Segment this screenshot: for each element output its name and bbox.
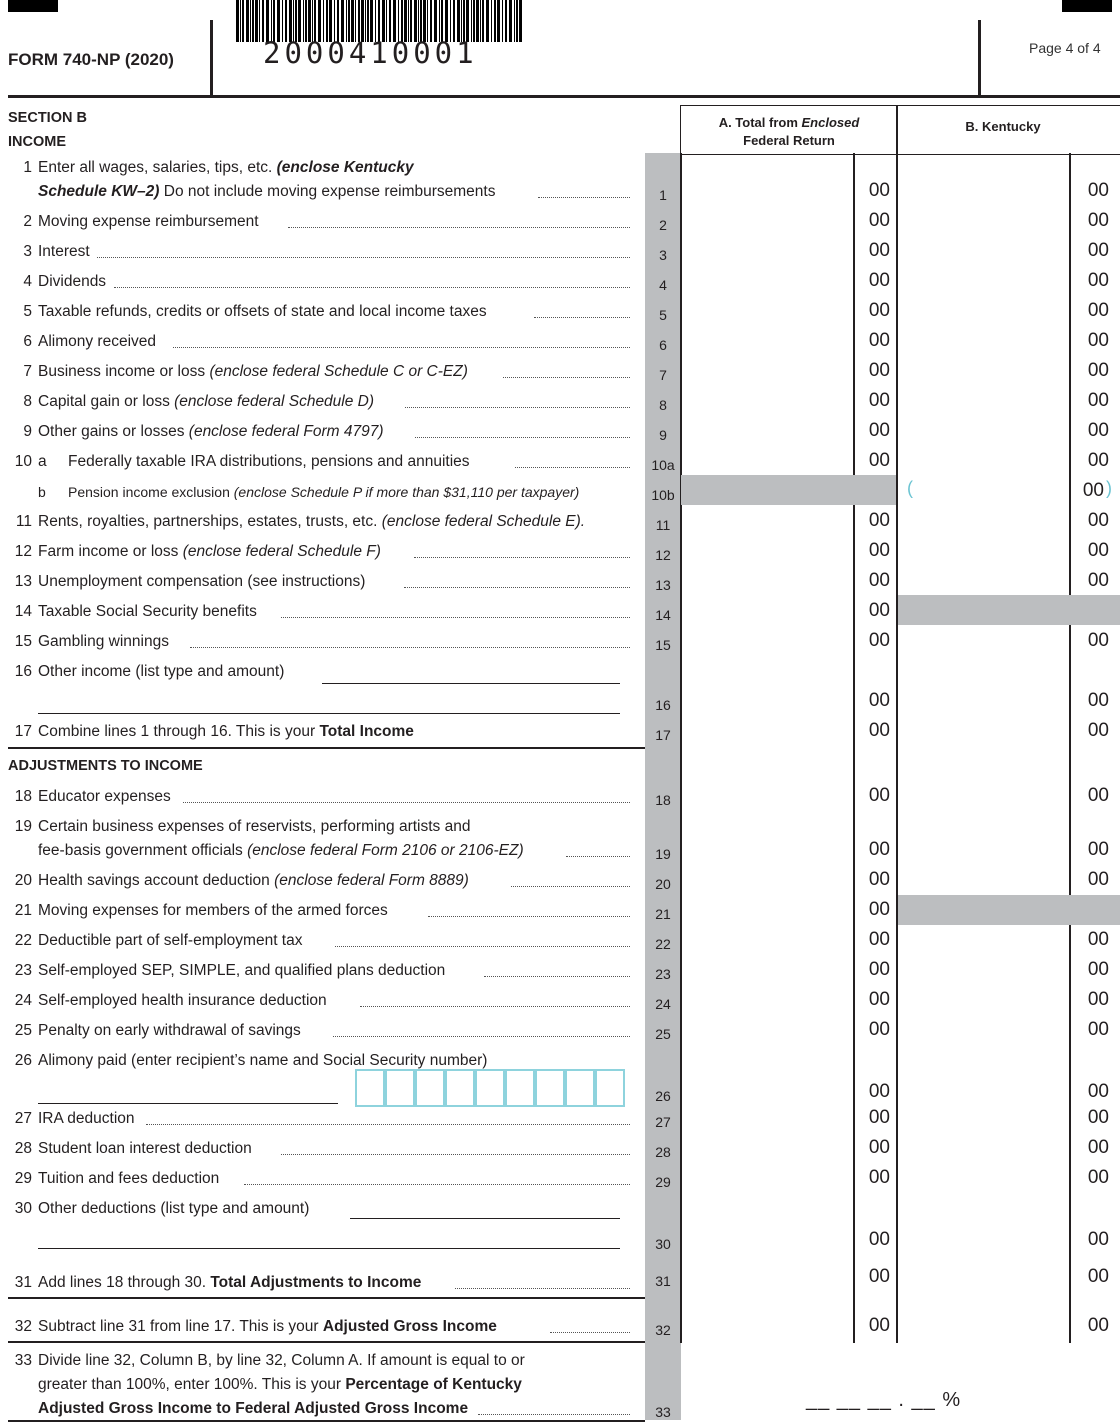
box-number-6: 6 [659, 337, 667, 353]
line-number-8: 8 [23, 393, 32, 410]
line-number-2: 2 [23, 213, 32, 230]
barcode-bar [250, 0, 251, 42]
line-number-22: 22 [14, 932, 32, 949]
line-number-12: 12 [14, 543, 32, 560]
leader-5 [534, 317, 630, 318]
line-1-text-a: Enter all wages, salaries, tips, etc. (enclose Kentucky [38, 159, 414, 176]
leader-9 [415, 437, 630, 438]
line-18-text: Educator expenses [38, 788, 171, 805]
column-a-cents-20[interactable]: 00 [868, 869, 890, 890]
leader-13 [404, 587, 630, 588]
leader-25 [333, 1036, 630, 1037]
column-a-cents-31[interactable]: 00 [868, 1266, 890, 1287]
leader-27 [146, 1124, 630, 1125]
row-separator [681, 558, 1120, 559]
column-b-cents-1[interactable]: 00 [1087, 180, 1109, 201]
column-b-cents-23[interactable]: 00 [1087, 959, 1109, 980]
column-a-cents-4[interactable]: 00 [868, 270, 890, 291]
row-separator [681, 924, 1120, 925]
barcode-bar [482, 0, 484, 42]
line-7-text: Business income or loss (enclose federal Schedule C or C-EZ) [38, 363, 468, 380]
barcode-bar [516, 0, 518, 42]
barcode-bar [509, 0, 512, 42]
column-b-cents-32[interactable]: 00 [1087, 1315, 1109, 1336]
line-number-27: 27 [14, 1110, 32, 1127]
rule-above-adjustments [8, 747, 645, 749]
line-number-9: 9 [23, 423, 32, 440]
line-27-text: IRA deduction [38, 1110, 135, 1127]
column-a-cents-17[interactable]: 00 [868, 720, 890, 741]
line-number-21: 21 [14, 902, 32, 919]
line-6-text: Alimony received [38, 333, 157, 350]
line-number-3: 3 [23, 243, 32, 260]
section-title: SECTION B [8, 110, 87, 126]
line-21-text: Moving expenses for members of the armed forces [38, 902, 388, 919]
row-separator [681, 408, 1120, 409]
line-10b-open-paren: ( [907, 478, 913, 498]
row-separator [681, 588, 1120, 589]
line-number-18: 18 [14, 788, 32, 805]
row-separator [681, 468, 1120, 469]
barcode-bar [480, 0, 481, 42]
column-a-cents-11[interactable]: 00 [868, 510, 890, 531]
leader-3 [97, 257, 630, 258]
leader-24 [360, 1006, 630, 1007]
line-28-text: Student loan interest deduction [38, 1140, 252, 1157]
column-a-cents-26[interactable]: 00 [868, 1081, 890, 1102]
column-a-cents-8[interactable]: 00 [868, 390, 890, 411]
box-number-33: 33 [655, 1404, 671, 1420]
line-30-text: Other deductions (list type and amount) [38, 1200, 310, 1217]
column-b-cents-24[interactable]: 00 [1087, 989, 1109, 1010]
column-a-cents-10a[interactable]: 00 [868, 450, 890, 471]
column-a-cents-12[interactable]: 00 [868, 540, 890, 561]
line-number-20: 20 [14, 872, 32, 889]
box-number-14: 14 [655, 607, 671, 623]
ssn-digit-box[interactable] [475, 1069, 505, 1107]
leader-20 [511, 886, 630, 887]
ssn-digit-box[interactable] [595, 1069, 625, 1107]
line-26-recipient-name-field[interactable] [38, 1103, 338, 1104]
column-b-cents-18[interactable]: 00 [1087, 785, 1109, 806]
column-b-cents-4[interactable]: 00 [1087, 270, 1109, 291]
line-8-text: Capital gain or loss (enclose federal Schedule D) [38, 393, 375, 410]
line-4-text: Dividends [38, 273, 107, 290]
box-number-23: 23 [655, 966, 671, 982]
column-b-cents-10b[interactable]: 00 [1082, 480, 1104, 501]
column-b-cents-13[interactable]: 00 [1087, 570, 1109, 591]
line-number-14: 14 [14, 603, 32, 620]
line-number-16: 16 [14, 663, 32, 680]
ssn-digit-box[interactable] [355, 1069, 385, 1107]
row-separator [681, 378, 1120, 379]
row-separator [681, 954, 1120, 955]
row-separator [681, 528, 1120, 529]
column-a-cents-29[interactable]: 00 [868, 1167, 890, 1188]
leader-2 [288, 227, 630, 228]
ssn-digit-box[interactable] [385, 1069, 415, 1107]
line-23-text: Self-employed SEP, SIMPLE, and qualified plans deduction [38, 962, 446, 979]
box-number-1: 1 [659, 187, 667, 203]
section-subtitle: INCOME [8, 134, 66, 150]
column-b-cents-25[interactable]: 00 [1087, 1019, 1109, 1040]
column-a-cents-7[interactable]: 00 [868, 360, 890, 381]
line-number-24: 24 [14, 992, 32, 1009]
box-number-7: 7 [659, 367, 667, 383]
row-separator [681, 228, 1120, 229]
header-rule [8, 95, 1120, 98]
leader-10a [515, 467, 630, 468]
leader-31 [455, 1288, 630, 1289]
column-b-cents-12[interactable]: 00 [1087, 540, 1109, 561]
line-number-13: 13 [14, 573, 32, 590]
leader-1 [538, 197, 630, 198]
barcode-bar [236, 0, 239, 42]
line-31-text: Add lines 18 through 30. Total Adjustments to Income [38, 1274, 422, 1291]
row-separator [681, 288, 1120, 289]
column-a-cents-3[interactable]: 00 [868, 240, 890, 261]
leader-22 [335, 946, 630, 947]
leader-29 [244, 1184, 630, 1185]
row-separator [681, 1128, 1120, 1129]
line-10a-letter: a [38, 453, 47, 470]
row-separator [681, 498, 1120, 499]
line-25-text: Penalty on early withdrawal of savings [38, 1022, 301, 1039]
ssn-digit-box[interactable] [505, 1069, 535, 1107]
column-b-cents-5[interactable]: 00 [1087, 300, 1109, 321]
header-divider-right [978, 20, 981, 97]
box-number-32: 32 [655, 1322, 671, 1338]
barcode-bar [502, 0, 503, 42]
barcode-bar [486, 0, 489, 42]
column-b-cents-6[interactable]: 00 [1087, 330, 1109, 351]
line-14-text: Taxable Social Security benefits [38, 603, 257, 620]
column-b-cents-2[interactable]: 00 [1087, 210, 1109, 231]
barcode-bar [252, 0, 254, 42]
box-number-31: 31 [655, 1273, 671, 1289]
form-title: FORM 740-NP (2020) [8, 50, 174, 69]
line-10b-letter: b [38, 484, 46, 500]
row-separator [681, 1158, 1120, 1159]
row-separator [681, 778, 1120, 779]
box-number-12: 12 [655, 547, 671, 563]
line-number-32: 32 [14, 1318, 32, 1335]
box-number-8: 8 [659, 397, 667, 413]
row-separator [681, 648, 1120, 649]
barcode-number: 2000410001 [263, 36, 478, 70]
box-number-27: 27 [655, 1114, 671, 1130]
column-a-cents-1[interactable]: 00 [868, 180, 890, 201]
leader-7 [503, 377, 630, 378]
row-separator [681, 678, 1120, 679]
column-a-label: A. Total from Enclosed Federal Return [718, 115, 860, 148]
box-number-2: 2 [659, 217, 667, 233]
line-30-write-line-2[interactable] [38, 1248, 620, 1249]
line-number-31: 31 [14, 1274, 32, 1291]
row-separator [681, 1014, 1120, 1015]
column-a-cents-2[interactable]: 00 [868, 210, 890, 231]
line-16-text: Other income (list type and amount) [38, 663, 285, 680]
line-30-write-line-1[interactable] [350, 1218, 620, 1219]
column-a-cents-5[interactable]: 00 [868, 300, 890, 321]
line-number-33: 33 [14, 1352, 32, 1369]
line-number-29: 29 [14, 1170, 32, 1187]
leader-12 [414, 557, 630, 558]
line-13-text: Unemployment compensation (see instructions) [38, 573, 366, 590]
row-separator [681, 838, 1120, 839]
column-b-cents-20[interactable]: 00 [1087, 869, 1109, 890]
line-number-17: 17 [14, 723, 32, 740]
box-number-28: 28 [655, 1144, 671, 1160]
box-number-21: 21 [655, 906, 671, 922]
line-number-11: 11 [15, 513, 32, 530]
leader-19 [566, 856, 630, 857]
row-separator [681, 894, 1120, 895]
box-number-19: 19 [655, 846, 671, 862]
line-3-text: Interest [38, 243, 90, 260]
leader-28 [281, 1154, 630, 1155]
column-b-cents-30[interactable]: 00 [1087, 1229, 1109, 1250]
leader-4 [114, 287, 630, 288]
row-separator [681, 1343, 1120, 1344]
box-number-18: 18 [655, 792, 671, 808]
grey-cell-10b-a [681, 475, 896, 505]
column-b-cents-7[interactable]: 00 [1087, 360, 1109, 381]
line-17-text: Combine lines 1 through 16. This is your Total Income [38, 723, 414, 740]
line-26-text: Alimony paid (enter recipient’s name and Social Security number) [38, 1052, 488, 1069]
line-33-percent-field[interactable]: __ __ __ . __ % [806, 1389, 962, 1411]
box-number-16: 16 [655, 697, 671, 713]
column-a-cents-21[interactable]: 00 [868, 899, 890, 920]
column-a-cents-13[interactable]: 00 [868, 570, 890, 591]
line-2-text: Moving expense reimbursement [38, 213, 259, 230]
rule-bottom [8, 1420, 645, 1422]
line-number-10: 10 [14, 453, 32, 470]
leader-14 [281, 617, 630, 618]
box-number-10a: 10a [651, 457, 675, 473]
box-number-5: 5 [659, 307, 667, 323]
line-16-write-line-2[interactable] [38, 713, 620, 714]
leader-23 [484, 976, 630, 977]
column-b-cents-16[interactable]: 00 [1087, 690, 1109, 711]
leader-6 [173, 347, 630, 348]
column-a-cents-6[interactable]: 00 [868, 330, 890, 351]
line-33-text-c: Adjusted Gross Income to Federal Adjusted Gross Income [38, 1400, 469, 1417]
column-a-cents-30[interactable]: 00 [868, 1229, 890, 1250]
line-number-19: 19 [14, 818, 32, 835]
line-number-1: 1 [23, 159, 32, 176]
line-16-write-line-1[interactable] [322, 683, 620, 684]
column-a-cents-22[interactable]: 00 [868, 929, 890, 950]
column-b-cents-3[interactable]: 00 [1087, 240, 1109, 261]
box-number-17: 17 [655, 727, 671, 743]
line-22-text: Deductible part of self-employment tax [38, 932, 303, 949]
registration-mark-right [1062, 0, 1112, 12]
barcode-bar [514, 0, 515, 42]
line-11-text: Rents, royalties, partnerships, estates, trusts, etc. (enclose federal Schedule E). [38, 513, 586, 530]
barcode-bar [240, 0, 241, 42]
box-number-13: 13 [655, 577, 671, 593]
box-number-4: 4 [659, 277, 667, 293]
line-number-26: 26 [14, 1052, 32, 1069]
column-b-cents-8[interactable]: 00 [1087, 390, 1109, 411]
line-33-text-b: greater than 100%, enter 100%. This is your Percentage of Kentucky [38, 1376, 522, 1393]
line-29-text: Tuition and fees deduction [38, 1170, 220, 1187]
leader-8 [405, 407, 630, 408]
row-separator [681, 1284, 1120, 1285]
page-indicator: Page 4 of 4 [1029, 40, 1101, 56]
row-separator [681, 198, 1120, 199]
box-number-30: 30 [655, 1236, 671, 1252]
column-b-cents-27[interactable]: 00 [1087, 1107, 1109, 1128]
grey-cell-14-b [898, 595, 1120, 625]
box-number-26: 26 [655, 1088, 671, 1104]
barcode-bar [242, 0, 244, 42]
box-number-25: 25 [655, 1026, 671, 1042]
line-number-25: 25 [14, 1022, 32, 1039]
leader-18 [183, 802, 630, 803]
line-number-4: 4 [23, 273, 32, 290]
column-a-cents-28[interactable]: 00 [868, 1137, 890, 1158]
barcode-bar [497, 0, 500, 42]
line-15-text: Gambling winnings [38, 633, 169, 650]
box-number-22: 22 [655, 936, 671, 952]
box-number-29: 29 [655, 1174, 671, 1190]
box-number-10b: 10b [651, 487, 675, 503]
column-a-cents-25[interactable]: 00 [868, 1019, 890, 1040]
line-5-text: Taxable refunds, credits or offsets of state and local income taxes [38, 303, 487, 320]
column-a-cents-18[interactable]: 00 [868, 785, 890, 806]
line-number-30: 30 [14, 1200, 32, 1217]
row-separator [681, 258, 1120, 259]
grid-line-b-left [896, 153, 898, 1343]
column-b-cents-31[interactable]: 00 [1087, 1266, 1109, 1287]
line-1-text-b: Schedule KW–2) Do not include moving expense reimbursements [38, 183, 496, 200]
column-b-cents-9[interactable]: 00 [1087, 420, 1109, 441]
leader-15 [190, 647, 630, 648]
box-number-20: 20 [655, 876, 671, 892]
barcode-bar [255, 0, 258, 42]
barcode-bar [519, 0, 522, 42]
ssn-digit-box[interactable] [415, 1069, 445, 1107]
line-number-28: 28 [14, 1140, 32, 1157]
row-separator [681, 618, 1120, 619]
rule-above-33 [8, 1341, 645, 1343]
barcode-bar [246, 0, 249, 42]
column-a-cents-24[interactable]: 00 [868, 989, 890, 1010]
box-number-9: 9 [659, 427, 667, 443]
row-separator [681, 984, 1120, 985]
column-b-cents-28[interactable]: 00 [1087, 1137, 1109, 1158]
box-number-24: 24 [655, 996, 671, 1012]
leader-33 [478, 1414, 630, 1415]
row-separator [681, 1222, 1120, 1223]
line-number-5: 5 [23, 303, 32, 320]
leader-32 [550, 1332, 630, 1333]
grid-line-a-left [680, 153, 682, 1343]
barcode-bar [491, 0, 492, 42]
line-12-text: Farm income or loss (enclose federal Schedule F) [38, 543, 381, 560]
row-separator [681, 1188, 1120, 1189]
column-b-cents-19[interactable]: 00 [1087, 839, 1109, 860]
registration-mark-left [8, 0, 58, 12]
column-a-cents-15[interactable]: 00 [868, 630, 890, 651]
row-separator [681, 348, 1120, 349]
barcode-bar [505, 0, 507, 42]
column-b-cents-15[interactable]: 00 [1087, 630, 1109, 651]
ssn-digit-box[interactable] [445, 1069, 475, 1107]
line-32-text: Subtract line 31 from line 17. This is your Adjusted Gross Income [38, 1318, 497, 1335]
column-a-cents-19[interactable]: 00 [868, 839, 890, 860]
line-number-6: 6 [23, 333, 32, 350]
row-separator [681, 1327, 1120, 1328]
row-separator [681, 318, 1120, 319]
column-b-cents-29[interactable]: 00 [1087, 1167, 1109, 1188]
ssn-digit-box[interactable] [535, 1069, 565, 1107]
column-a-cents-14[interactable]: 00 [868, 600, 890, 621]
line-number-7: 7 [23, 363, 32, 380]
line-10a-text: Federally taxable IRA distributions, pensions and annuities [68, 453, 470, 470]
column-b-cents-26[interactable]: 00 [1087, 1081, 1109, 1102]
column-b-cents-10a[interactable]: 00 [1087, 450, 1109, 471]
column-b-cents-22[interactable]: 00 [1087, 929, 1109, 950]
column-a-cents-9[interactable]: 00 [868, 420, 890, 441]
line-24-text: Self-employed health insurance deduction [38, 992, 327, 1009]
row-separator [681, 738, 1120, 739]
column-a-cents-27[interactable]: 00 [868, 1107, 890, 1128]
rule-above-32 [8, 1297, 645, 1299]
line-20-text: Health savings account deduction (enclose federal Form 8889) [38, 872, 469, 889]
ssn-digit-box[interactable] [565, 1069, 595, 1107]
column-a-cents-23[interactable]: 00 [868, 959, 890, 980]
grey-cell-21-b [898, 895, 1120, 925]
adjustments-title: ADJUSTMENTS TO INCOME [8, 758, 203, 774]
line-10b-close-paren: ) [1106, 478, 1112, 498]
column-b-cents-17[interactable]: 00 [1087, 720, 1109, 741]
column-b-label: B. Kentucky [965, 119, 1041, 134]
row-separator [681, 1074, 1120, 1075]
line-9-text: Other gains or losses (enclose federal Form 4797) [38, 423, 384, 440]
line-19-text-b: fee-basis government officials (enclose federal Form 2106 or 2106-EZ) [38, 842, 524, 859]
line-number-15: 15 [14, 633, 32, 650]
header-divider-left [210, 20, 213, 97]
box-number-15: 15 [655, 637, 671, 653]
column-a-cents-32[interactable]: 00 [868, 1315, 890, 1336]
leader-21 [428, 916, 630, 917]
line-10b-text: Pension income exclusion (enclose Schedule P if more than $31,110 per taxpayer) [68, 484, 580, 500]
column-a-cents-16[interactable]: 00 [868, 690, 890, 711]
line-number-23: 23 [14, 962, 32, 979]
line-19-text-a: Certain business expenses of reservists, performing artists and [38, 818, 471, 835]
barcode-bar [259, 0, 260, 42]
line-33-text-a: Divide line 32, Column B, by line 32, Column A. If amount is equal to or [38, 1352, 525, 1369]
box-number-3: 3 [659, 247, 667, 263]
barcode-bar [494, 0, 496, 42]
row-separator [681, 438, 1120, 439]
column-b-cents-11[interactable]: 00 [1087, 510, 1109, 531]
box-number-11: 11 [655, 517, 671, 533]
row-separator [681, 1044, 1120, 1045]
